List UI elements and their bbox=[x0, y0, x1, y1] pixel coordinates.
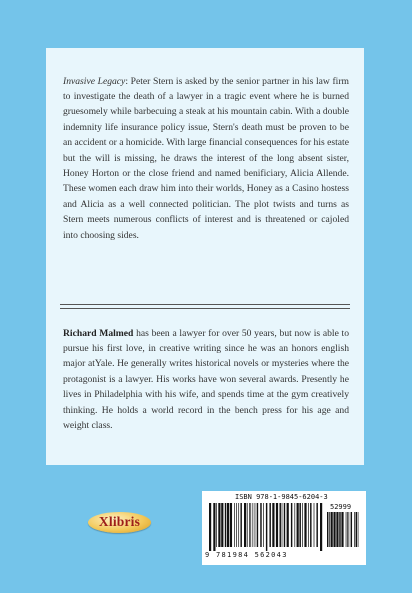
barcode-bar bbox=[297, 503, 299, 547]
barcode-bar bbox=[358, 512, 359, 547]
barcode-bar bbox=[356, 512, 357, 547]
barcode-bar bbox=[339, 512, 340, 547]
barcode-bar bbox=[227, 503, 229, 547]
barcode-bar bbox=[327, 512, 328, 547]
barcode-bar bbox=[234, 503, 235, 547]
barcode-bar bbox=[272, 503, 274, 547]
barcode-bar bbox=[347, 512, 348, 547]
barcode-bar bbox=[304, 503, 306, 547]
publisher-logo-text: Xlibris bbox=[98, 514, 141, 529]
barcode-bar bbox=[221, 503, 223, 547]
author-bio-paragraph bbox=[63, 326, 349, 434]
barcode-bar bbox=[329, 512, 330, 547]
barcode-bar bbox=[346, 512, 347, 547]
barcode-bar bbox=[284, 503, 285, 547]
barcode-bar bbox=[213, 503, 215, 551]
barcode-bar bbox=[314, 503, 315, 547]
synopsis-paragraph bbox=[63, 74, 349, 243]
author-bio-text: has been a lawyer for over 50 years, but now is able to pursue his first love, in creative writing since he was an honors english major atYale. He generally writes historical novels or mysteries where the protagonist is a lawyer. His works have won several awards. Presently he lives in Philadelphia with his wife, and spends time at the gym creatively thinking. He holds a world record in the bench press for his age and weight class. bbox=[63, 327, 349, 432]
barcode-bar bbox=[291, 503, 292, 547]
barcode-bar bbox=[249, 503, 250, 547]
barcode-bar bbox=[209, 503, 211, 551]
barcode-bar bbox=[320, 503, 322, 551]
barcode-bar bbox=[253, 503, 254, 547]
barcode-bar bbox=[331, 512, 333, 547]
barcode-bar bbox=[349, 512, 350, 547]
barcode-bar bbox=[263, 503, 264, 547]
book-title: Invasive Legacy bbox=[63, 75, 126, 87]
ean-digits: 9 781984 562043 bbox=[205, 551, 288, 559]
isbn-barcode-block bbox=[202, 491, 366, 565]
barcode-bar bbox=[269, 503, 270, 547]
barcode-bar bbox=[354, 512, 355, 547]
double-rule-divider bbox=[60, 304, 350, 309]
barcode-bar bbox=[308, 503, 309, 547]
barcode-bar bbox=[351, 512, 352, 547]
barcode-bar bbox=[287, 503, 289, 547]
barcode-bar bbox=[218, 503, 220, 547]
barcode-bar bbox=[230, 503, 232, 547]
barcode-bar bbox=[336, 512, 338, 547]
barcode-bar bbox=[302, 503, 303, 547]
barcode-bar bbox=[250, 503, 251, 547]
barcode-bar bbox=[316, 503, 317, 547]
publisher-logo bbox=[88, 512, 151, 533]
barcode-bar bbox=[238, 503, 239, 547]
price-addon-barcode bbox=[327, 512, 361, 551]
author-name: Richard Malmed bbox=[63, 327, 134, 339]
barcode-bar bbox=[341, 512, 343, 547]
barcode-bar bbox=[282, 503, 283, 547]
ean-barcode bbox=[209, 503, 323, 551]
barcode-bar bbox=[266, 503, 267, 551]
barcode-bar bbox=[299, 503, 300, 547]
barcode-bar bbox=[310, 503, 311, 547]
price-addon-code: 52999 bbox=[330, 503, 352, 511]
barcode-bar bbox=[247, 503, 248, 547]
barcode-bar bbox=[260, 503, 261, 547]
barcode-bar bbox=[280, 503, 281, 547]
barcode-bar bbox=[244, 503, 246, 547]
isbn-number: ISBN 978-1-9845-6204-3 bbox=[235, 493, 328, 501]
barcode-bar bbox=[225, 503, 226, 547]
barcode-bar bbox=[236, 503, 237, 547]
barcode-bar bbox=[255, 503, 256, 547]
barcode-bar bbox=[333, 512, 335, 547]
barcode-bar bbox=[240, 503, 241, 547]
barcode-bar bbox=[294, 503, 295, 547]
title-separator: : bbox=[125, 75, 131, 87]
barcode-bar bbox=[257, 503, 258, 547]
synopsis-text: Peter Stern is asked by the senior partner in his law firm to investigate the death of a lawyer in a tragic event where he is burned gruesomely while barbecuing a steak at his mountain cabin. With a double indemnity life insurance policy issue, Stern's death must be proven to be an accident or a homicide. With large financial consequences for his estate but the will is missing, he draws the interest of the long absent sister, Honey Horton or the close friend and named benificiary, Alicia Allende. These women each draw him into their worlds, Honey as a Casino hostess and Alicia as a well connected politician. The plot twists and turns as Stern meets numerous conflicts of interest and is threatened or cajoled into choosing sides. bbox=[63, 75, 349, 241]
barcode-bar bbox=[216, 503, 217, 547]
back-cover-text-panel bbox=[46, 48, 364, 465]
barcode-bar bbox=[276, 503, 278, 547]
